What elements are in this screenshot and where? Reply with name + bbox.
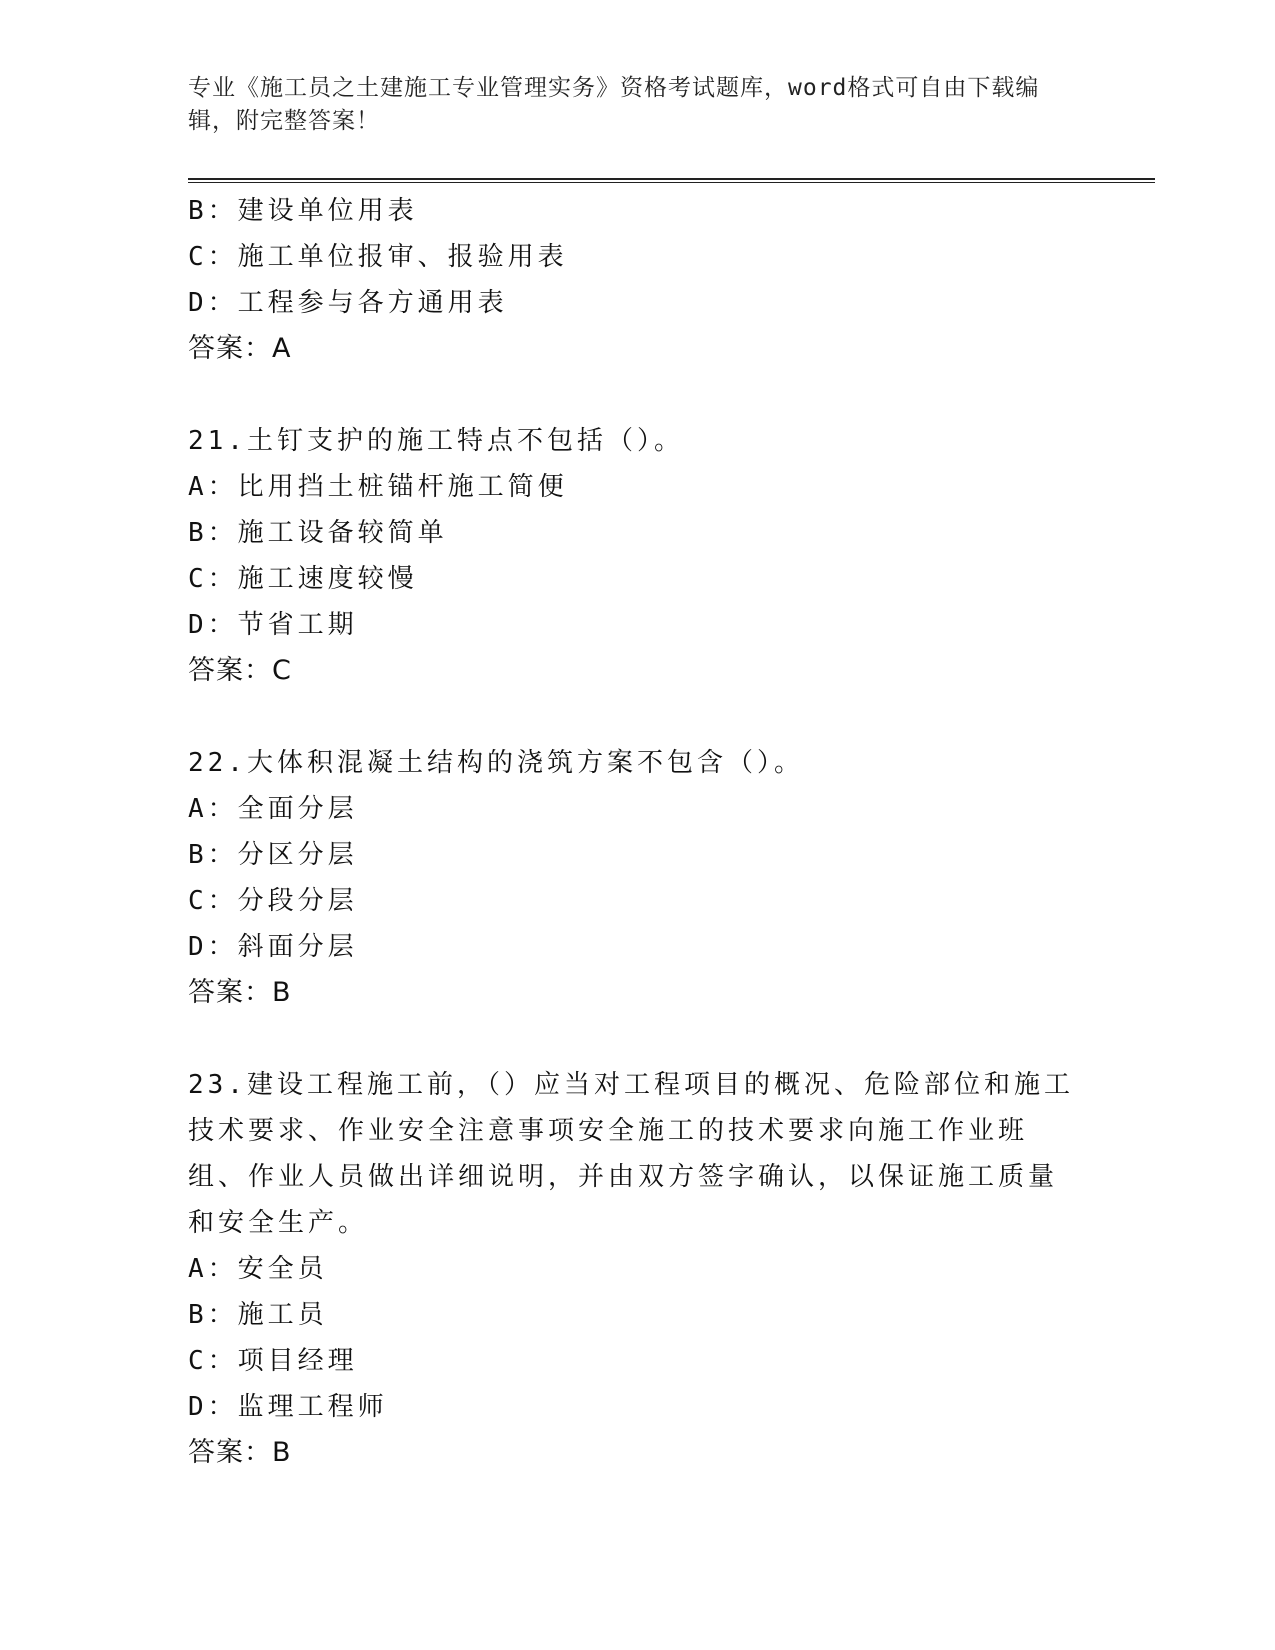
question-stem: 22.大体积混凝土结构的浇筑方案不包含（）。 — [188, 748, 804, 778]
answer-line: 答案：A — [188, 333, 292, 364]
option-a: A：全面分层 — [188, 794, 358, 824]
option-d: D：斜面分层 — [188, 932, 358, 962]
option-b: B：建设单位用表 — [188, 196, 418, 226]
answer-line: 答案：B — [188, 1437, 292, 1468]
option-a: A：比用挡土桩锚杆施工简便 — [188, 472, 568, 502]
document-header: 专业《施工员之土建施工专业管理实务》资格考试题库，word格式可自由下载编辑，附完整答案！ — [188, 75, 1040, 134]
previous-question-tail — [188, 188, 1088, 372]
question-stem: 23.建设工程施工前，（）应当对工程项目的概况、危险部位和施工技术要求、作业安全注意事项安全施工的技术要求向施工作业班组、作业人员做出详细说明，并由双方签字确认，以保证施工质量和安全生产。 — [188, 1070, 1074, 1238]
option-d: D：节省工期 — [188, 610, 358, 640]
option-c: C：分段分层 — [188, 886, 358, 916]
question-stem: 21.土钉支护的施工特点不包括（）。 — [188, 426, 684, 456]
question-22 — [188, 740, 1088, 1016]
answer-line: 答案：C — [188, 655, 292, 686]
option-d: D：监理工程师 — [188, 1392, 388, 1422]
option-b: B：施工员 — [188, 1300, 328, 1330]
option-b: B：分区分层 — [188, 840, 358, 870]
option-d: D：工程参与各方通用表 — [188, 288, 508, 318]
question-23 — [188, 1062, 1088, 1476]
header-divider — [188, 178, 1155, 183]
question-list — [188, 188, 1088, 1476]
option-c: C：施工速度较慢 — [188, 564, 418, 594]
question-21 — [188, 418, 1088, 694]
option-b: B：施工设备较简单 — [188, 518, 448, 548]
option-a: A：安全员 — [188, 1254, 328, 1284]
option-c: C：施工单位报审、报验用表 — [188, 242, 568, 272]
answer-line: 答案：B — [188, 977, 292, 1008]
option-c: C：项目经理 — [188, 1346, 358, 1376]
